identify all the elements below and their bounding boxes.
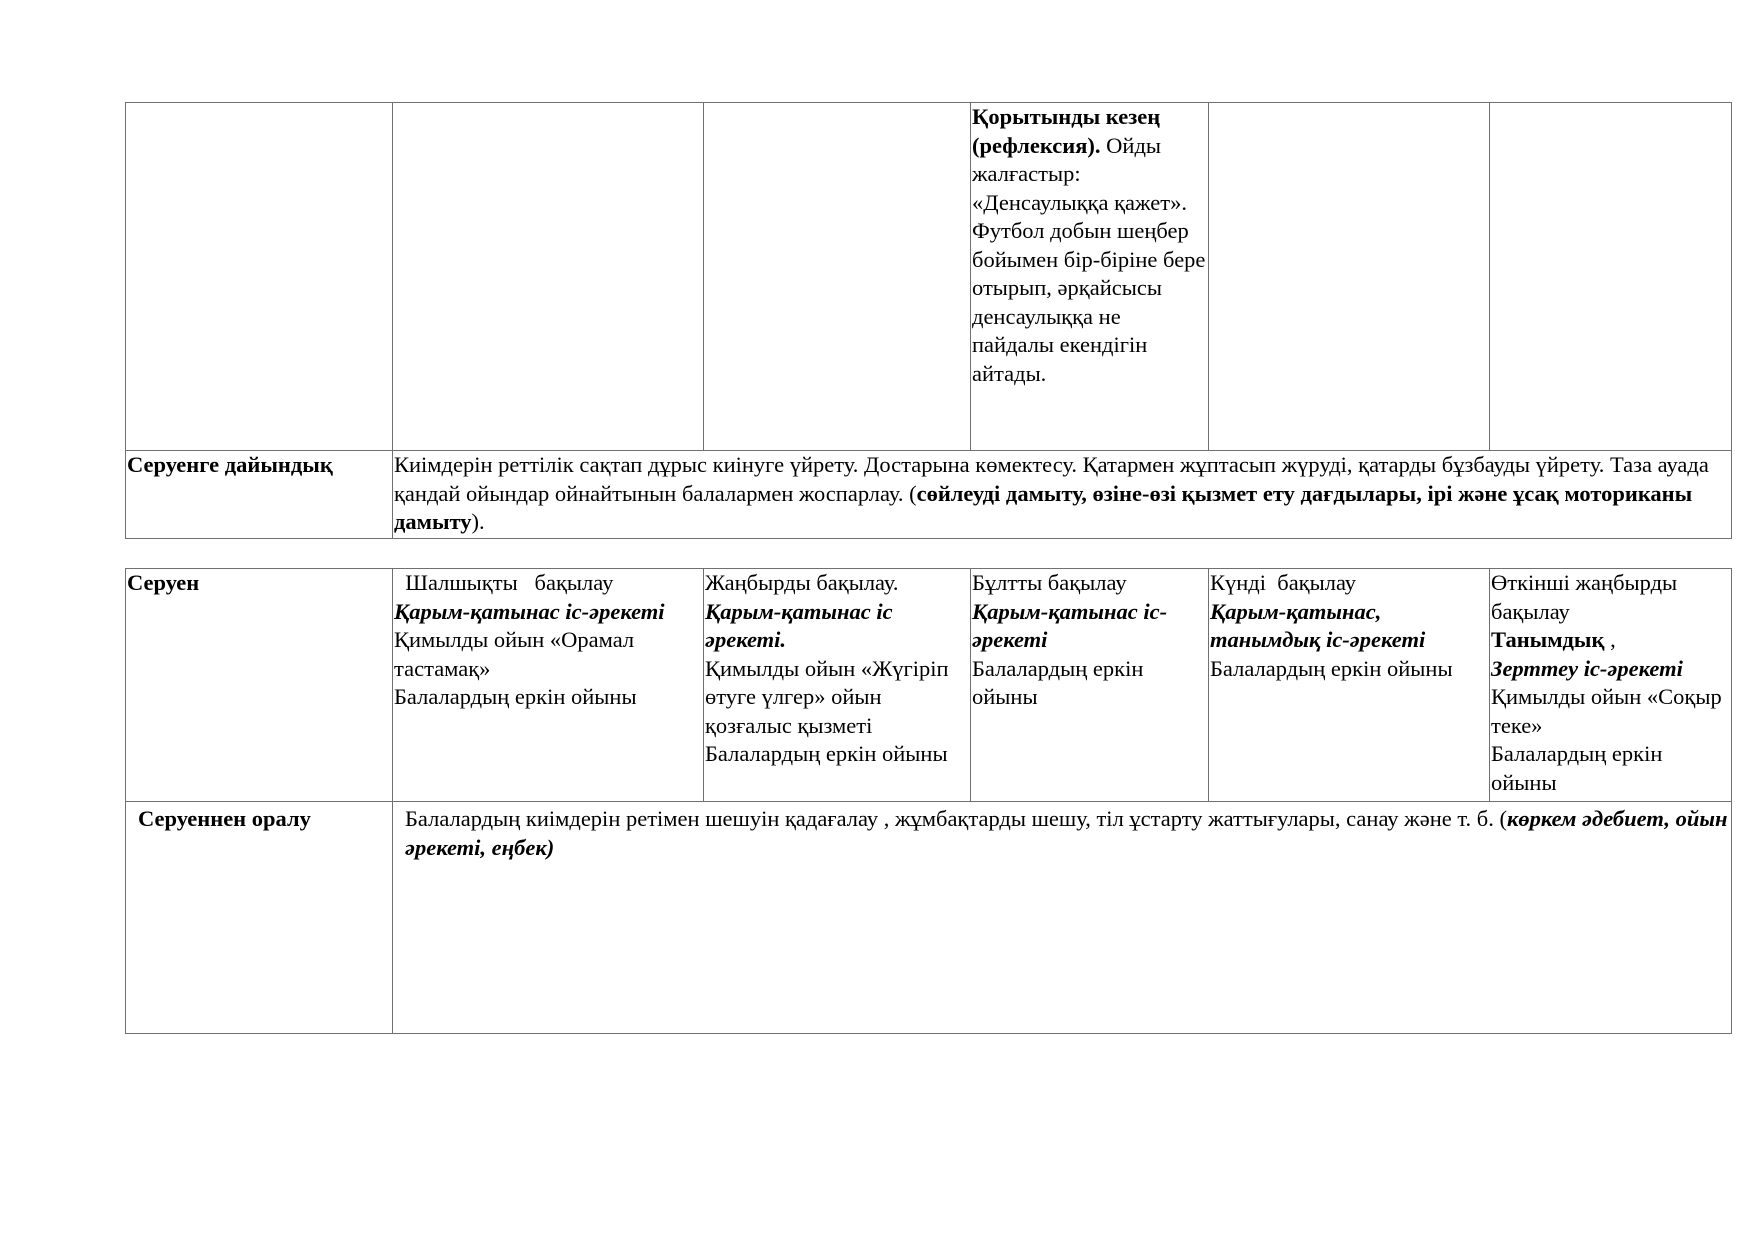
- free-play: Балалардың еркін ойыны: [1491, 741, 1663, 795]
- table-row: [126, 451, 1732, 539]
- return-body: Балалардың киімдерін ретімен шешуін қадағалау , жұмбақтарды шешу, тіл ұстарту жаттығулары, санау және т. б. (: [405, 806, 1507, 831]
- activity: Зерттеу іс-әрекеті: [1491, 655, 1683, 681]
- activity: Қарым-қатынас іс-әрекеті: [394, 598, 665, 624]
- return-areas: көркем әдебиет, ойын әрекеті, еңбек): [405, 806, 1728, 860]
- walk-prep-body: Киімдерін реттілік сақтап дұрыс киінуге үйрету. Достарына көмектесу. Қатармен жұптасып жүруді, қатарды бұзбауды үйрету. Таза ауада қандай ойындар ойнайтынын балалармен жоспарлау. (: [394, 452, 1709, 506]
- reflection-text: Ойды жалғастыр: «Денсаулыққа қажет».: [972, 132, 1187, 215]
- reflection-cell: [971, 103, 1209, 451]
- free-play: Балалардың еркін ойыны: [394, 684, 637, 709]
- activity-line: [1491, 626, 1730, 655]
- table-row: [126, 103, 1732, 451]
- observation: Күнді бақылау: [1210, 570, 1357, 595]
- walk-day-5: [1490, 569, 1732, 802]
- walk-prep-skills: сөйлеуді дамыту, өзіне-өзі қызмет ету дағдылары, ірі және ұсақ моториканы дамыту: [394, 480, 1693, 534]
- observation: Шалшықты бақылау: [394, 570, 614, 595]
- table-cell: [393, 103, 704, 451]
- reflection-title: Қорытынды кезең (рефлексия).: [972, 104, 1161, 158]
- activity: Қарым-қатынас, танымдық іс-әрекеті: [1210, 598, 1426, 652]
- table-row: [126, 569, 1732, 802]
- return-text: [393, 802, 1732, 1034]
- observation: Жаңбырды бақылау.: [705, 570, 899, 595]
- observation: Өткінші жаңбырды бақылау: [1491, 570, 1678, 624]
- observation: Бұлтты бақылау: [972, 570, 1127, 595]
- walk-day-1: [393, 569, 704, 802]
- walk-prep-label: Серуенге дайындық: [126, 451, 393, 539]
- table-row: [126, 802, 1732, 1034]
- table-cell: [1490, 103, 1732, 451]
- free-play: Балалардың еркін ойыны: [1210, 655, 1453, 681]
- walk-day-2: [704, 569, 971, 802]
- activity: Қарым-қатынас іс әрекеті.: [705, 598, 893, 652]
- movement-game: Қимылды ойын «Соқыр теке»: [1491, 684, 1722, 738]
- return-label: Серуеннен оралу: [126, 802, 393, 1034]
- free-play: Балалардың еркін ойыны: [705, 741, 948, 766]
- reflection-game-text: Футбол добын шеңбер бойымен бір-біріне бере отырып, әрқайсысы денсаулыққа не пайдалы екендігін айтады.: [972, 218, 1206, 386]
- walk-day-4: [1209, 569, 1490, 802]
- walk-prep-text: [393, 451, 1732, 539]
- table-cell: [704, 103, 971, 451]
- walk-label: Серуен: [126, 569, 393, 802]
- plan-table-bottom: [125, 568, 1732, 1034]
- table-cell: [126, 103, 393, 451]
- plan-table-top: [125, 102, 1732, 539]
- movement-game: Қимылды ойын «Орамал тастамақ»: [394, 627, 635, 681]
- free-play: Балалардың еркін ойыны: [972, 655, 1144, 709]
- activity-separator: ,: [1604, 627, 1616, 652]
- walk-prep-end: ).: [471, 509, 485, 534]
- table-cell: [1209, 103, 1490, 451]
- activity: Қарым-қатынас іс-әрекеті: [972, 598, 1168, 652]
- movement-game: Қимылды ойын «Жүгіріп өтуге үлгер» ойын қозғалыс қызметі: [705, 655, 949, 738]
- activity-cognitive: Танымдық: [1491, 627, 1605, 652]
- walk-day-3: [971, 569, 1209, 802]
